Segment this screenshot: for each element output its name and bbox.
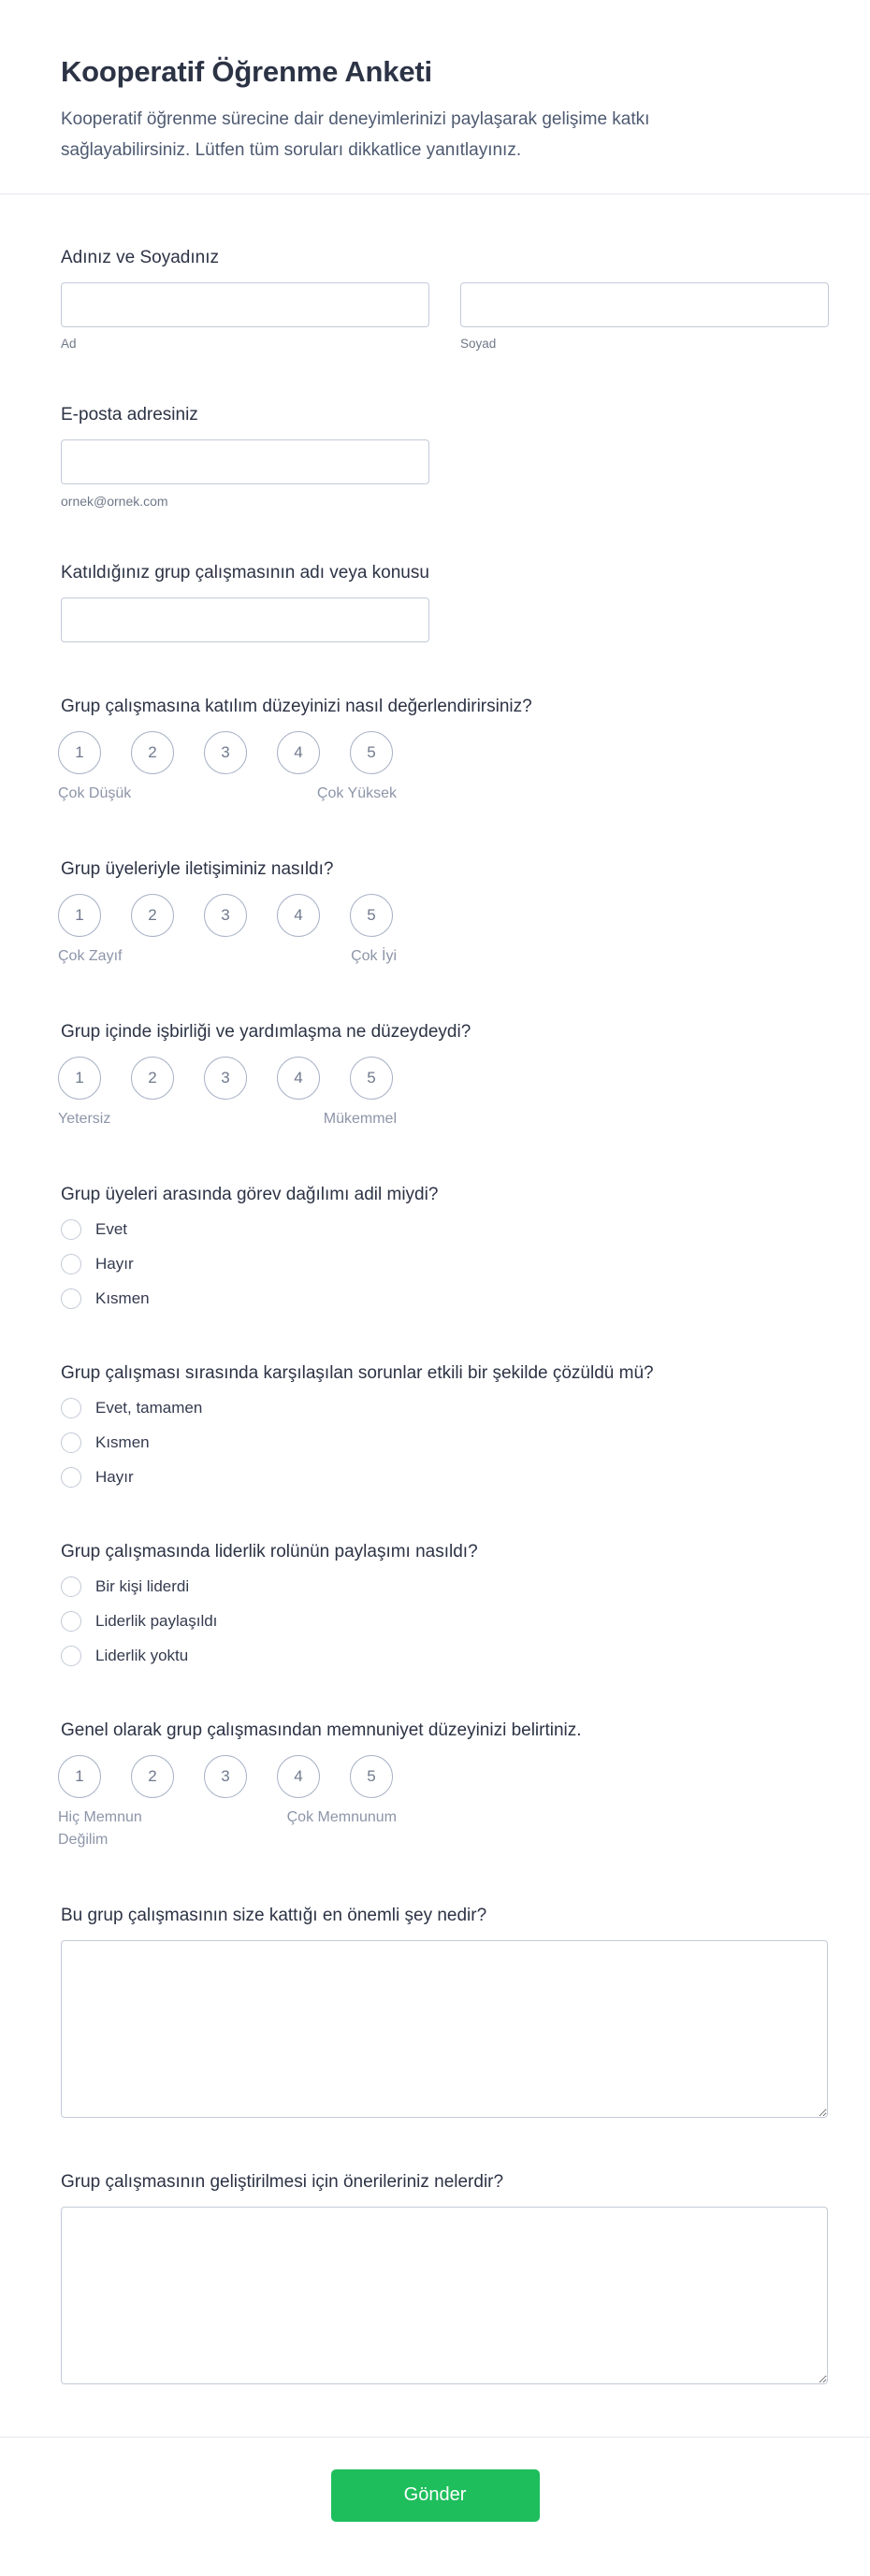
radio-label: Liderlik yoktu [95, 1646, 189, 1664]
question-label: Grup çalışması sırasında karşılaşılan sorunlar etkili bir şekilde çözüldü mü? [61, 1362, 654, 1383]
benefit-textarea[interactable] [61, 1940, 828, 2118]
first-name-input[interactable] [61, 282, 429, 327]
email-hint: ornek@ornek.com [61, 493, 168, 509]
form-subtitle: Kooperatif öğrenme sürecine dair deneyimlerinizi paylaşarak gelişime katkı sağlayabilirsiniz. Lütfen tüm soruları dikkatlice yanıtlayınız. [61, 108, 650, 160]
scale-option-2[interactable]: 2 [131, 731, 174, 774]
radio-label: Evet [95, 1219, 128, 1238]
question-communication-scale [58, 857, 809, 968]
radio-circle-icon[interactable] [61, 1611, 81, 1632]
scale-option-5[interactable]: 5 [350, 1755, 393, 1798]
question-participation-scale [58, 695, 809, 805]
scale-option-1[interactable]: 1 [58, 894, 101, 937]
question-label: Grup içinde işbirliği ve yardımlaşma ne düzeydeydi? [61, 1021, 471, 1042]
radio-option[interactable] [61, 1646, 809, 1666]
question-label: E-posta adresiniz [61, 404, 198, 425]
question-label: Grup çalışmasına katılım düzeyinizi nasıl değerlendirirsiniz? [61, 696, 532, 716]
radio-option[interactable] [61, 1467, 809, 1488]
scale-min-label: Çok Zayıf [58, 947, 123, 964]
scale-option-1[interactable]: 1 [58, 731, 101, 774]
radio-circle-icon[interactable] [61, 1576, 81, 1597]
radio-group [61, 1576, 809, 1666]
scale-option-3[interactable]: 3 [204, 1057, 247, 1100]
radio-circle-icon[interactable] [61, 1254, 81, 1274]
suggestions-textarea[interactable] [61, 2207, 828, 2384]
scale-min-label: Çok Düşük [58, 784, 132, 801]
email-input[interactable] [61, 439, 429, 484]
radio-circle-icon[interactable] [61, 1398, 81, 1418]
scale-row [58, 731, 809, 774]
radio-label: Bir kişi liderdi [95, 1576, 190, 1595]
radio-option[interactable] [61, 1611, 809, 1632]
radio-label: Hayır [95, 1254, 134, 1273]
radio-circle-icon[interactable] [61, 1219, 81, 1240]
scale-option-3[interactable]: 3 [204, 1755, 247, 1798]
radio-option[interactable] [61, 1288, 809, 1309]
scale-max-label: Çok Memnunum [286, 1808, 397, 1825]
scale-option-1[interactable]: 1 [58, 1755, 101, 1798]
first-name-sublabel: Ad [61, 336, 77, 351]
question-leadership [61, 1540, 809, 1666]
scale-row [58, 1755, 809, 1798]
question-label: Genel olarak grup çalışmasından memnuniyet düzeyinizi belirtiniz. [61, 1720, 582, 1740]
scale-max-label: Çok Yüksek [316, 784, 397, 801]
form-footer [0, 2437, 870, 2576]
last-name-input[interactable] [460, 282, 829, 327]
question-fullname [61, 246, 809, 351]
fullname-row [61, 282, 809, 351]
scale-row [58, 1057, 809, 1100]
scale-row [58, 894, 809, 937]
scale-option-3[interactable]: 3 [204, 731, 247, 774]
radio-group [61, 1398, 809, 1488]
scale-max-label: Mükemmel [323, 1110, 397, 1127]
group-topic-input[interactable] [61, 597, 429, 642]
radio-circle-icon[interactable] [61, 1432, 81, 1453]
question-label: Katıldığınız grup çalışmasının adı veya konusu [61, 562, 429, 583]
scale-option-2[interactable]: 2 [131, 894, 174, 937]
radio-option[interactable] [61, 1576, 809, 1597]
scale-widget [58, 1057, 809, 1130]
question-label: Grup üyeleriyle iletişiminiz nasıldı? [61, 858, 334, 879]
scale-widget [58, 1755, 809, 1851]
form-title: Kooperatif Öğrenme Anketi [61, 55, 432, 88]
question-cooperation-scale [58, 1020, 809, 1130]
scale-option-5[interactable]: 5 [350, 1057, 393, 1100]
radio-option[interactable] [61, 1254, 809, 1274]
scale-option-5[interactable]: 5 [350, 731, 393, 774]
scale-min-label: Hiç Memnun Değilim [58, 1808, 142, 1848]
radio-circle-icon[interactable] [61, 1288, 81, 1309]
scale-option-2[interactable]: 2 [131, 1755, 174, 1798]
scale-option-4[interactable]: 4 [277, 894, 320, 937]
scale-option-1[interactable]: 1 [58, 1057, 101, 1100]
radio-group [61, 1219, 809, 1309]
radio-label: Evet, tamamen [95, 1398, 203, 1417]
first-name-col [61, 282, 429, 351]
question-group-topic [61, 561, 809, 642]
last-name-col [460, 282, 829, 351]
form-body [0, 194, 870, 2384]
submit-button[interactable]: Gönder [331, 2469, 540, 2522]
scale-option-4[interactable]: 4 [277, 1755, 320, 1798]
last-name-sublabel: Soyad [460, 336, 497, 351]
radio-label: Hayır [95, 1467, 134, 1486]
scale-option-3[interactable]: 3 [204, 894, 247, 937]
scale-widget [58, 731, 809, 805]
radio-option[interactable] [61, 1219, 809, 1240]
radio-circle-icon[interactable] [61, 1646, 81, 1666]
question-label: Grup çalışmasının geliştirilmesi için önerileriniz nelerdir? [61, 2171, 504, 2192]
scale-labels [58, 1806, 397, 1851]
scale-option-5[interactable]: 5 [350, 894, 393, 937]
radio-label: Liderlik paylaşıldı [95, 1611, 218, 1630]
scale-labels [58, 1108, 397, 1130]
question-email [61, 403, 809, 509]
radio-label: Kısmen [95, 1432, 150, 1451]
question-label: Bu grup çalışmasının size kattığı en önemli şey nedir? [61, 1905, 487, 1925]
radio-circle-icon[interactable] [61, 1467, 81, 1488]
radio-option[interactable] [61, 1398, 809, 1418]
scale-labels [58, 945, 397, 968]
question-label: Grup üyeleri arasında görev dağılımı adil miydi? [61, 1184, 439, 1204]
scale-labels [58, 783, 397, 805]
question-suggestions [61, 2170, 809, 2384]
question-label: Adınız ve Soyadınız [61, 247, 219, 267]
scale-option-2[interactable]: 2 [131, 1057, 174, 1100]
scale-option-4[interactable]: 4 [277, 731, 320, 774]
radio-option[interactable] [61, 1432, 809, 1453]
question-benefit [61, 1904, 809, 2118]
scale-option-4[interactable]: 4 [277, 1057, 320, 1100]
scale-min-label: Yetersiz [58, 1110, 111, 1127]
form-header [0, 0, 870, 194]
question-satisfaction-scale [58, 1719, 809, 1851]
question-task-fairness [61, 1183, 809, 1309]
scale-widget [58, 894, 809, 968]
radio-label: Kısmen [95, 1288, 150, 1307]
scale-max-label: Çok İyi [351, 947, 397, 964]
question-problem-solving [61, 1361, 809, 1488]
question-label: Grup çalışmasında liderlik rolünün paylaşımı nasıldı? [61, 1541, 478, 1561]
